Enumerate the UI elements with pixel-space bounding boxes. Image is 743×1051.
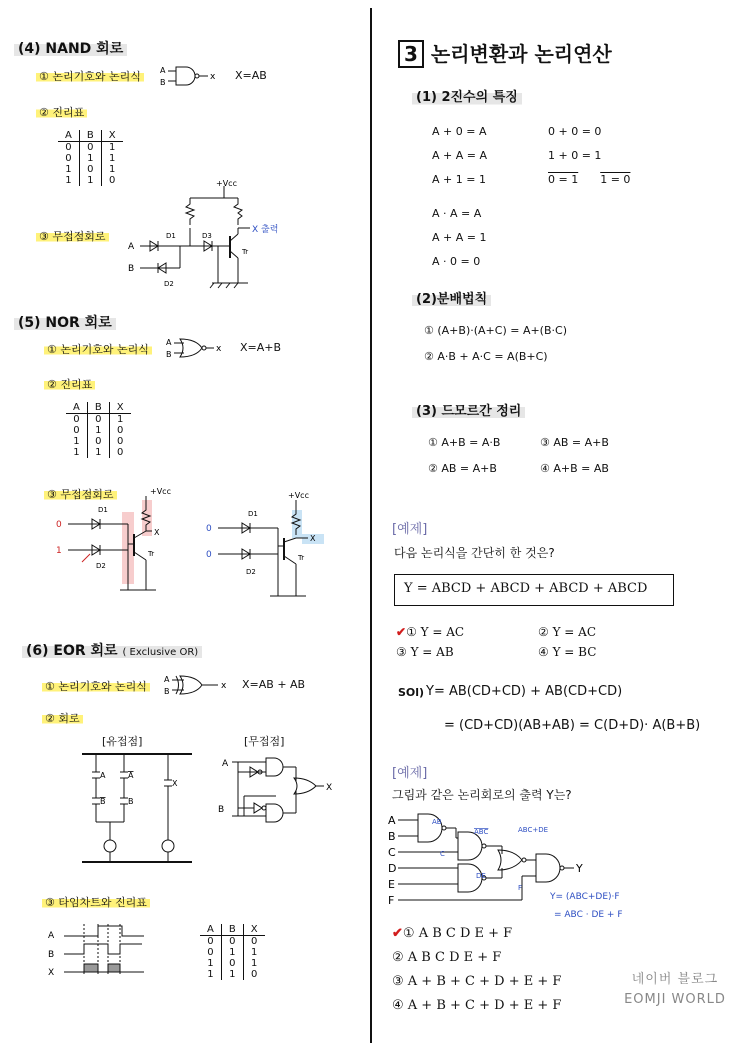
circuit-input-d: D	[388, 862, 397, 875]
nand-input-a: A	[128, 242, 135, 252]
example2-result2: = ABC · DE + F	[554, 910, 623, 920]
nor-right-vcc: +Vcc	[288, 491, 309, 500]
nor-right-x: X	[310, 534, 316, 543]
eor-title: (6) EOR 회로 ( Exclusive OR)	[22, 640, 202, 660]
nand-output-label: X 출력	[252, 225, 279, 235]
nor-left-d2: D2	[96, 562, 106, 570]
svg-text:x: x	[216, 344, 222, 354]
note-ab: AB	[432, 818, 442, 826]
eor-expression: X=AB + AB	[242, 678, 306, 691]
nand-vcc-label: +Vcc	[216, 179, 237, 188]
nand-truth-table-label: ② 진리표	[36, 104, 87, 120]
watermark: 네이버 블로그 EOMJI WORLD	[624, 972, 726, 1007]
eor-gate-output-x: X	[326, 783, 333, 793]
nor-left-in0: 0	[56, 520, 62, 530]
eor-contactless-label: [무접점]	[244, 735, 285, 748]
right-section-title: 3 논리변환과 논리연산	[398, 38, 612, 67]
svg-text:x: x	[210, 72, 216, 82]
nor-right-in-a: 0	[206, 524, 212, 534]
demorgan-rules-left: ① A+B = A·B ② AB = A+B	[428, 436, 501, 475]
example1-formula: Y = ABCD + ABCD + ABCD + ABCD	[404, 581, 648, 596]
nand-d2-label: D2	[164, 280, 174, 288]
eor-contact-x: X	[172, 779, 178, 788]
example1-question: 다음 논리식을 간단히 한 것은?	[394, 546, 555, 560]
note-abc-de: ABC+DE	[518, 826, 549, 834]
example2-tag: [예제]	[392, 766, 428, 781]
solution-line2: = (CD+CD)(AB+AB) = C(D+D)· A(B+B)	[444, 718, 701, 733]
eor-truth-table: A B X 0 0 0 0 1 1 1 0 1 1 1 0	[200, 924, 265, 980]
eor-timing-chart	[44, 920, 154, 980]
circuit-input-c: C	[388, 846, 396, 859]
nor-expression: X=A+B	[240, 341, 282, 354]
svg-text:B: B	[164, 687, 170, 696]
binary-left-rules: A + 0 = A A + A = A A + 1 = 1 A · A = A A + A = 1 A · 0 = 0	[432, 125, 487, 268]
note-f: F	[518, 884, 523, 892]
example2-option-3[interactable]: ③ A + B + C + D + E + F	[392, 974, 562, 989]
example1-option-2[interactable]: ② Y = AC	[538, 625, 597, 639]
eor-circuits	[76, 748, 366, 868]
svg-text:A: A	[160, 66, 166, 75]
circuit-input-b: B	[388, 830, 396, 843]
nor-circuit-diagrams	[52, 482, 352, 602]
distribution-rules: ① (A+B)·(A+C) = A+(B·C) ② A·B + A·C = A(B+C)	[424, 324, 567, 363]
center-divider	[370, 8, 372, 1043]
eor-relay-label: [유접점]	[102, 735, 143, 748]
nand-d1-label: D1	[166, 232, 176, 240]
svg-text:x: x	[221, 681, 227, 691]
timing-row-a: A	[48, 931, 55, 941]
nor-left-tr: Tr	[148, 550, 155, 558]
eor-contact-a: A	[100, 771, 106, 780]
circuit-input-f: F	[388, 894, 395, 907]
nand-tr-label: Tr	[242, 248, 249, 256]
example2-option-1[interactable]: ✔① A B C D E + F	[392, 926, 513, 941]
demorgan-title: (3) 드모르간 정리	[412, 400, 525, 419]
eor-contact-b: B	[128, 797, 134, 806]
eor-gate-symbol	[164, 673, 234, 697]
distribution-title: (2)분배법칙	[412, 288, 491, 307]
nor-circuit-label: ③ 무접점회로	[44, 486, 117, 502]
nor-left-vcc: +Vcc	[150, 487, 171, 496]
nor-right-d2: D2	[246, 568, 256, 576]
nor-gate-symbol	[166, 336, 226, 360]
example1-options-left	[396, 622, 464, 662]
nor-left-x: X	[154, 528, 160, 537]
nor-right-tr: Tr	[298, 554, 305, 562]
nand-expression: X=AB	[235, 69, 267, 82]
note-abc: ABC	[474, 828, 489, 836]
eor-contact-a-bar: A	[128, 771, 134, 780]
eor-gate-input-a: A	[222, 759, 229, 769]
timing-row-x: X	[48, 968, 55, 978]
example2-option-4[interactable]: ④ A + B + C + D + E + F	[392, 998, 562, 1013]
binary-title: (1) 2진수의 특징	[412, 86, 522, 105]
nand-gate-symbol	[160, 64, 220, 88]
eor-timing-label: ③ 타임차트와 진리표	[42, 894, 150, 910]
nand-input-b: B	[128, 264, 135, 274]
circuit-input-e: E	[388, 878, 395, 891]
example2-logic-circuit	[388, 812, 638, 922]
nor-symbol-label: ① 논리기호와 논리식	[44, 341, 152, 357]
eor-contact-b-bar: B	[100, 797, 106, 806]
example1-option-1[interactable]: ✔① Y = AC	[396, 625, 465, 639]
example1-tag: [예제]	[392, 522, 428, 537]
nor-truth-table: A B X 0 0 1 0 1 0 1 0 0 1 1 0	[66, 402, 131, 458]
svg-text:A: A	[164, 675, 170, 684]
example1-option-4[interactable]: ④ Y = BC	[538, 645, 597, 659]
demorgan-rules-right: ③ AB = A+B ④ A+B = AB	[540, 436, 609, 475]
note-c: C	[440, 850, 445, 858]
eor-symbol-label: ① 논리기호와 논리식	[42, 678, 150, 694]
nand-symbol-label: ① 논리기호와 논리식	[36, 68, 144, 84]
timing-row-b: B	[48, 950, 55, 960]
nand-truth-table: A B X 0 0 1 0 1 1 1 0 1 1 1 0	[58, 130, 123, 186]
nand-circuit-diagram	[120, 178, 310, 293]
circuit-output-y: Y	[576, 862, 583, 875]
example1-options-right	[538, 622, 596, 662]
nor-left-d1: D1	[98, 506, 108, 514]
svg-text:B: B	[160, 78, 166, 87]
circuit-input-a: A	[388, 814, 396, 827]
nand-circuit-label: ③ 무접점회로	[36, 228, 109, 244]
nor-truth-table-label: ② 진리표	[44, 376, 95, 392]
svg-text:B: B	[166, 350, 172, 359]
eor-circuit-label: ② 회로	[42, 710, 83, 726]
nor-title: (5) NOR 회로	[14, 312, 116, 332]
solution-line1: Y= AB(CD+CD) + AB(CD+CD)	[426, 684, 623, 699]
example1-option-3[interactable]: ③ Y = AB	[396, 645, 454, 659]
nor-left-in1: 1	[56, 546, 62, 556]
nand-d3-label: D3	[202, 232, 212, 240]
nor-right-in-b: 0	[206, 550, 212, 560]
example2-question: 그림과 같은 논리회로의 출력 Y는?	[392, 788, 572, 802]
nand-title: (4) NAND 회로	[14, 38, 127, 58]
solution-label: SOl)	[398, 686, 425, 699]
example2-options	[392, 922, 561, 1018]
svg-text:A: A	[166, 338, 172, 347]
note-de: DE	[476, 872, 486, 880]
example2-result1: Y= (ABC+DE)·F	[550, 892, 620, 902]
example2-option-2[interactable]: ② A B C D E + F	[392, 950, 502, 965]
binary-right-rules: 0 + 0 = 0 1 + 0 = 1 0 = 1 1 = 0	[548, 125, 631, 186]
nor-right-d1: D1	[248, 510, 258, 518]
eor-gate-input-b: B	[218, 805, 225, 815]
